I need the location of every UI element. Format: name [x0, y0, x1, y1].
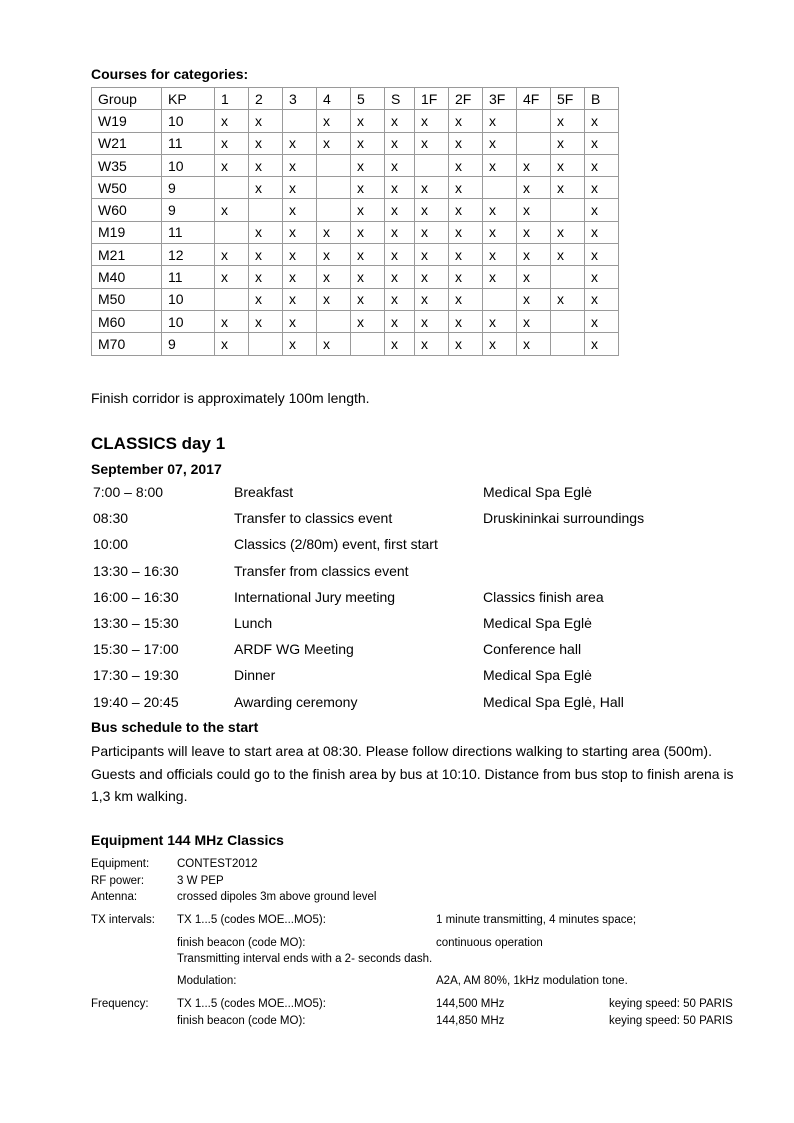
- schedule-event: Awarding ceremony: [234, 693, 358, 710]
- table-cell: x: [385, 154, 415, 176]
- schedule-time: 16:00 – 16:30: [93, 588, 179, 605]
- table-cell: x: [415, 199, 449, 221]
- table-header-cell: KP: [162, 88, 215, 110]
- table-cell: W21: [92, 132, 162, 154]
- table-cell: x: [585, 310, 619, 332]
- table-cell: x: [351, 154, 385, 176]
- table-header-cell: B: [585, 88, 619, 110]
- table-row: [92, 199, 619, 221]
- table-cell: [215, 177, 249, 199]
- table-header-cell: Group: [92, 88, 162, 110]
- frequency-codes: TX 1...5 (codes MOE...MO5):: [177, 998, 326, 1010]
- table-cell: M21: [92, 244, 162, 266]
- table-row: [92, 288, 619, 310]
- tx-intervals-label: TX intervals:: [91, 914, 155, 926]
- table-cell: W35: [92, 154, 162, 176]
- table-cell: x: [483, 266, 517, 288]
- table-cell: x: [551, 154, 585, 176]
- table-cell: x: [449, 288, 483, 310]
- table-cell: x: [283, 310, 317, 332]
- table-cell: x: [517, 244, 551, 266]
- table-cell: 10: [162, 110, 215, 132]
- table-cell: M40: [92, 266, 162, 288]
- table-cell: x: [449, 177, 483, 199]
- table-cell: 9: [162, 177, 215, 199]
- table-cell: x: [585, 199, 619, 221]
- table-cell: x: [585, 177, 619, 199]
- rf-power-label: RF power:: [91, 875, 145, 887]
- table-cell: x: [249, 110, 283, 132]
- table-cell: x: [351, 132, 385, 154]
- equipment-title: Equipment 144 MHz Classics: [91, 832, 284, 848]
- schedule-time: 19:40 – 20:45: [93, 693, 179, 710]
- classics-schedule: [93, 484, 743, 720]
- table-cell: [283, 110, 317, 132]
- table-header-cell: S: [385, 88, 415, 110]
- table-cell: x: [517, 266, 551, 288]
- table-row: [92, 110, 619, 132]
- table-cell: [351, 333, 385, 355]
- schedule-place: Medical Spa Eglė: [483, 667, 592, 684]
- table-cell: x: [351, 110, 385, 132]
- table-cell: x: [385, 333, 415, 355]
- schedule-row: [93, 667, 743, 693]
- table-cell: x: [517, 310, 551, 332]
- schedule-time: 10:00: [93, 536, 129, 553]
- table-cell: x: [585, 288, 619, 310]
- table-cell: x: [483, 199, 517, 221]
- table-cell: x: [283, 199, 317, 221]
- schedule-row: [93, 589, 743, 615]
- table-cell: W60: [92, 199, 162, 221]
- table-cell: x: [385, 199, 415, 221]
- table-cell: x: [483, 333, 517, 355]
- table-cell: W19: [92, 110, 162, 132]
- table-cell: x: [385, 244, 415, 266]
- table-cell: x: [415, 288, 449, 310]
- schedule-row: [93, 536, 743, 562]
- table-cell: x: [483, 244, 517, 266]
- table-header-cell: 1F: [415, 88, 449, 110]
- table-cell: x: [351, 199, 385, 221]
- schedule-row: [93, 694, 743, 720]
- table-cell: x: [551, 244, 585, 266]
- table-cell: x: [449, 199, 483, 221]
- table-row: [92, 310, 619, 332]
- table-cell: x: [283, 132, 317, 154]
- table-cell: x: [351, 177, 385, 199]
- rf-power-value: 3 W PEP: [177, 875, 224, 887]
- table-cell: x: [215, 244, 249, 266]
- table-cell: x: [551, 221, 585, 243]
- table-cell: x: [317, 333, 351, 355]
- table-cell: x: [283, 244, 317, 266]
- table-cell: x: [249, 266, 283, 288]
- schedule-row: [93, 484, 743, 510]
- schedule-place: Medical Spa Eglė: [483, 614, 592, 631]
- schedule-row: [93, 510, 743, 536]
- table-cell: x: [517, 177, 551, 199]
- table-cell: x: [585, 221, 619, 243]
- table-cell: x: [415, 333, 449, 355]
- table-cell: x: [283, 177, 317, 199]
- table-cell: x: [415, 310, 449, 332]
- table-cell: x: [317, 132, 351, 154]
- table-cell: [317, 177, 351, 199]
- table-header-cell: 2F: [449, 88, 483, 110]
- table-cell: x: [449, 244, 483, 266]
- schedule-row: [93, 641, 743, 667]
- table-cell: x: [415, 110, 449, 132]
- table-cell: x: [483, 310, 517, 332]
- table-cell: [317, 310, 351, 332]
- schedule-event: Breakfast: [234, 484, 294, 500]
- bus-title: Bus schedule to the start: [91, 719, 259, 735]
- schedule-time: 15:30 – 17:00: [93, 641, 179, 658]
- table-cell: W50: [92, 177, 162, 199]
- table-cell: 10: [162, 310, 215, 332]
- table-cell: x: [249, 244, 283, 266]
- schedule-time: 13:30 – 16:30: [93, 562, 179, 579]
- table-cell: x: [385, 132, 415, 154]
- table-cell: [551, 199, 585, 221]
- table-cell: 10: [162, 288, 215, 310]
- table-cell: x: [449, 110, 483, 132]
- table-cell: x: [585, 266, 619, 288]
- schedule-event: Transfer to classics event: [234, 510, 393, 527]
- tx-beacon-value: continuous operation: [436, 937, 543, 949]
- antenna-value: crossed dipoles 3m above ground level: [177, 891, 377, 903]
- table-cell: x: [249, 221, 283, 243]
- table-cell: x: [449, 333, 483, 355]
- table-cell: x: [385, 310, 415, 332]
- schedule-event: International Jury meeting: [234, 588, 396, 605]
- table-cell: x: [449, 266, 483, 288]
- courses-table: [91, 87, 619, 356]
- table-row: [92, 333, 619, 355]
- table-cell: x: [551, 132, 585, 154]
- table-row: [92, 221, 619, 243]
- table-header-cell: 5: [351, 88, 385, 110]
- schedule-row: [93, 563, 743, 589]
- keying-speed-beacon: keying speed: 50 PARIS: [609, 1015, 733, 1027]
- table-row: [92, 244, 619, 266]
- table-cell: [415, 154, 449, 176]
- table-cell: x: [283, 333, 317, 355]
- table-cell: x: [585, 244, 619, 266]
- table-cell: M70: [92, 333, 162, 355]
- table-cell: x: [249, 132, 283, 154]
- table-cell: [517, 110, 551, 132]
- tx-note: Transmitting interval ends with a 2- seconds dash.: [177, 953, 433, 965]
- table-cell: x: [517, 288, 551, 310]
- schedule-time: 13:30 – 15:30: [93, 614, 179, 631]
- schedule-event: Dinner: [234, 667, 276, 684]
- table-row: [92, 177, 619, 199]
- table-row: [92, 266, 619, 288]
- table-cell: x: [385, 110, 415, 132]
- table-cell: x: [517, 221, 551, 243]
- table-cell: x: [415, 177, 449, 199]
- table-cell: 10: [162, 154, 215, 176]
- table-header-cell: 4F: [517, 88, 551, 110]
- table-cell: x: [351, 266, 385, 288]
- table-cell: x: [249, 310, 283, 332]
- table-cell: [317, 199, 351, 221]
- table-header-cell: 4: [317, 88, 351, 110]
- table-cell: x: [385, 266, 415, 288]
- table-cell: x: [351, 244, 385, 266]
- tx-beacon-codes: finish beacon (code MO):: [177, 937, 306, 949]
- table-cell: x: [215, 266, 249, 288]
- table-cell: 11: [162, 221, 215, 243]
- table-cell: x: [317, 288, 351, 310]
- table-cell: x: [551, 288, 585, 310]
- table-cell: x: [215, 132, 249, 154]
- antenna-label: Antenna:: [91, 891, 138, 903]
- table-cell: x: [483, 221, 517, 243]
- table-cell: 12: [162, 244, 215, 266]
- equipment-value: CONTEST2012: [177, 858, 258, 870]
- table-cell: x: [317, 110, 351, 132]
- table-cell: x: [449, 310, 483, 332]
- table-cell: x: [585, 110, 619, 132]
- schedule-event: Transfer from classics event: [234, 562, 409, 579]
- table-cell: x: [283, 266, 317, 288]
- table-cell: [483, 288, 517, 310]
- table-cell: x: [585, 333, 619, 355]
- frequency-beacon-value: 144,850 MHz: [436, 1015, 505, 1027]
- schedule-event: Classics (2/80m) event, first start: [234, 536, 438, 553]
- classics-date: September 07, 2017: [91, 461, 222, 477]
- table-cell: x: [283, 221, 317, 243]
- table-header-cell: 2: [249, 88, 283, 110]
- table-cell: x: [517, 333, 551, 355]
- table-cell: x: [215, 310, 249, 332]
- table-cell: x: [385, 177, 415, 199]
- table-cell: x: [283, 154, 317, 176]
- schedule-event: ARDF WG Meeting: [234, 641, 354, 658]
- table-cell: x: [215, 333, 249, 355]
- table-cell: x: [551, 110, 585, 132]
- table-cell: x: [483, 132, 517, 154]
- table-row: [92, 154, 619, 176]
- table-cell: 11: [162, 266, 215, 288]
- table-cell: x: [215, 199, 249, 221]
- schedule-place: Medical Spa Eglė: [483, 484, 592, 500]
- table-cell: [317, 154, 351, 176]
- table-cell: [551, 310, 585, 332]
- table-cell: x: [415, 244, 449, 266]
- table-cell: M19: [92, 221, 162, 243]
- table-cell: x: [517, 154, 551, 176]
- modulation-value: A2A, AM 80%, 1kHz modulation tone.: [436, 975, 628, 987]
- table-header-cell: 3F: [483, 88, 517, 110]
- tx-interval-value: 1 minute transmitting, 4 minutes space;: [436, 914, 637, 926]
- schedule-row: [93, 615, 743, 641]
- table-cell: x: [351, 310, 385, 332]
- frequency-label: Frequency:: [91, 998, 149, 1010]
- table-cell: x: [249, 177, 283, 199]
- schedule-place: Classics finish area: [483, 588, 604, 605]
- bus-text: Participants will leave to start area at 08:30. Please follow directions walking to starting area (500m). Guests and officials could go to the finish area by bus at 10:10. Distance from bus stop to finish arena is 1,3 km walking.: [91, 743, 734, 804]
- table-cell: x: [415, 266, 449, 288]
- table-row: [92, 132, 619, 154]
- table-cell: x: [449, 221, 483, 243]
- table-cell: x: [283, 288, 317, 310]
- courses-title: Courses for categories:: [91, 66, 249, 82]
- table-cell: x: [249, 154, 283, 176]
- table-cell: x: [385, 221, 415, 243]
- table-cell: x: [351, 221, 385, 243]
- equipment-label: Equipment:: [91, 858, 150, 870]
- table-cell: [551, 333, 585, 355]
- table-cell: 9: [162, 333, 215, 355]
- schedule-time: 17:30 – 19:30: [93, 667, 179, 684]
- table-cell: [215, 288, 249, 310]
- table-cell: x: [215, 110, 249, 132]
- modulation-label: Modulation:: [177, 975, 237, 987]
- table-cell: x: [483, 110, 517, 132]
- tx-codes: TX 1...5 (codes MOE...MO5):: [177, 914, 326, 926]
- table-cell: M50: [92, 288, 162, 310]
- schedule-event: Lunch: [234, 614, 273, 631]
- table-cell: [215, 221, 249, 243]
- table-cell: x: [317, 221, 351, 243]
- schedule-place: Druskininkai surroundings: [483, 510, 645, 527]
- table-header-cell: 3: [283, 88, 317, 110]
- table-cell: x: [517, 199, 551, 221]
- frequency-beacon-codes: finish beacon (code MO):: [177, 1015, 306, 1027]
- table-cell: x: [483, 154, 517, 176]
- table-cell: x: [317, 266, 351, 288]
- table-cell: [483, 177, 517, 199]
- table-cell: x: [249, 288, 283, 310]
- table-cell: x: [585, 154, 619, 176]
- table-cell: x: [415, 221, 449, 243]
- table-header-cell: 5F: [551, 88, 585, 110]
- table-cell: 9: [162, 199, 215, 221]
- table-cell: x: [351, 288, 385, 310]
- table-cell: x: [585, 132, 619, 154]
- table-cell: x: [449, 132, 483, 154]
- schedule-time: 7:00 – 8:00: [93, 484, 164, 500]
- table-cell: x: [385, 288, 415, 310]
- table-cell: [249, 333, 283, 355]
- table-cell: x: [551, 177, 585, 199]
- schedule-place: Conference hall: [483, 641, 582, 658]
- finish-note: Finish corridor is approximately 100m length.: [91, 390, 370, 406]
- keying-speed: keying speed: 50 PARIS: [609, 998, 733, 1010]
- table-cell: [249, 199, 283, 221]
- table-cell: x: [415, 132, 449, 154]
- table-cell: x: [317, 244, 351, 266]
- schedule-place: Medical Spa Eglė, Hall: [483, 693, 624, 710]
- table-cell: x: [449, 154, 483, 176]
- table-cell: 11: [162, 132, 215, 154]
- table-cell: M60: [92, 310, 162, 332]
- classics-title: CLASSICS day 1: [91, 434, 226, 453]
- schedule-time: 08:30: [93, 510, 129, 527]
- table-header-cell: 1: [215, 88, 249, 110]
- table-cell: x: [215, 154, 249, 176]
- frequency-value: 144,500 MHz: [436, 998, 505, 1010]
- table-header-row: [92, 88, 619, 110]
- table-cell: [517, 132, 551, 154]
- table-cell: [551, 266, 585, 288]
